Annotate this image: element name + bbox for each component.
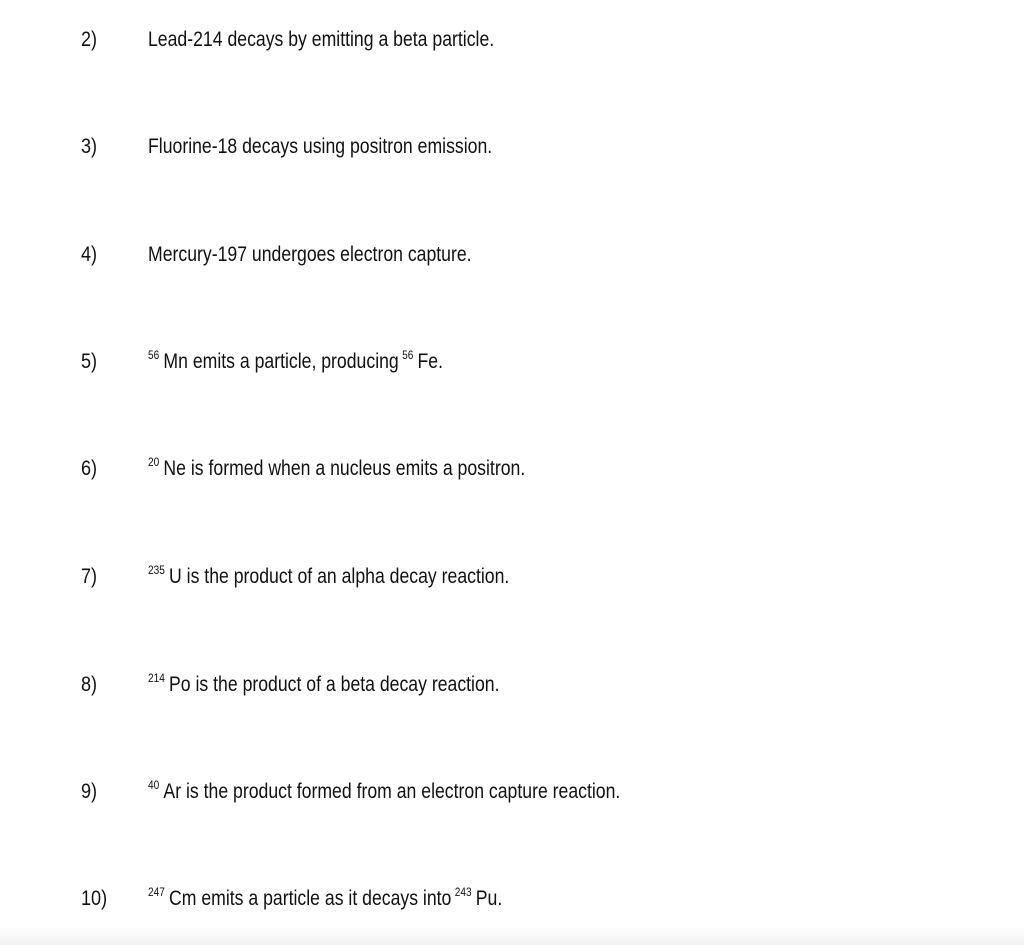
question-text: Fluorine-18 decays using positron emission.	[148, 135, 493, 158]
question-2	[0, 25, 1024, 55]
question-text	[148, 670, 500, 700]
mass-number: 56	[148, 348, 160, 362]
mass-number: 243	[454, 885, 472, 899]
question-text-part: Fe.	[417, 350, 444, 373]
mass-number: 40	[148, 778, 160, 792]
question-number: 9)	[81, 780, 98, 803]
question-9	[0, 777, 1024, 807]
question-text	[148, 562, 509, 592]
mass-number: 214	[148, 671, 165, 685]
question-text: Lead-214 decays by emitting a beta particle.	[148, 28, 495, 51]
question-text-part: U is the product of an alpha decay reaction.	[169, 565, 510, 588]
question-5	[0, 347, 1024, 377]
question-number: 8)	[81, 673, 98, 696]
question-number: 10)	[81, 887, 108, 910]
question-text	[148, 347, 443, 377]
question-3	[0, 132, 1024, 162]
mass-number: 20	[148, 455, 160, 469]
question-number: 2)	[81, 28, 98, 51]
question-number: 5)	[81, 350, 98, 373]
question-text-part: Ar is the product formed from an electron capture reaction.	[163, 780, 621, 803]
question-7	[0, 562, 1024, 592]
question-text	[148, 884, 502, 914]
mass-number: 235	[148, 563, 165, 577]
question-text-part: Cm emits a particle as it decays into	[169, 887, 452, 910]
question-number: 7)	[81, 565, 98, 588]
question-6	[0, 454, 1024, 484]
question-10	[0, 884, 1024, 914]
question-4	[0, 240, 1024, 270]
question-number: 6)	[81, 457, 98, 480]
question-text	[148, 777, 620, 807]
question-text	[148, 454, 525, 484]
mass-number: 56	[402, 348, 414, 362]
question-number: 4)	[81, 243, 98, 266]
question-number: 3)	[81, 135, 98, 158]
mass-number: 247	[148, 885, 165, 899]
question-8	[0, 670, 1024, 700]
question-text-part: Mn emits a particle, producing	[163, 350, 399, 373]
question-text-part: Ne is formed when a nucleus emits a positron.	[163, 457, 526, 480]
question-text-part: Pu.	[475, 887, 503, 910]
question-text-part: Po is the product of a beta decay reaction.	[169, 673, 500, 696]
question-text: Mercury-197 undergoes electron capture.	[148, 243, 472, 266]
